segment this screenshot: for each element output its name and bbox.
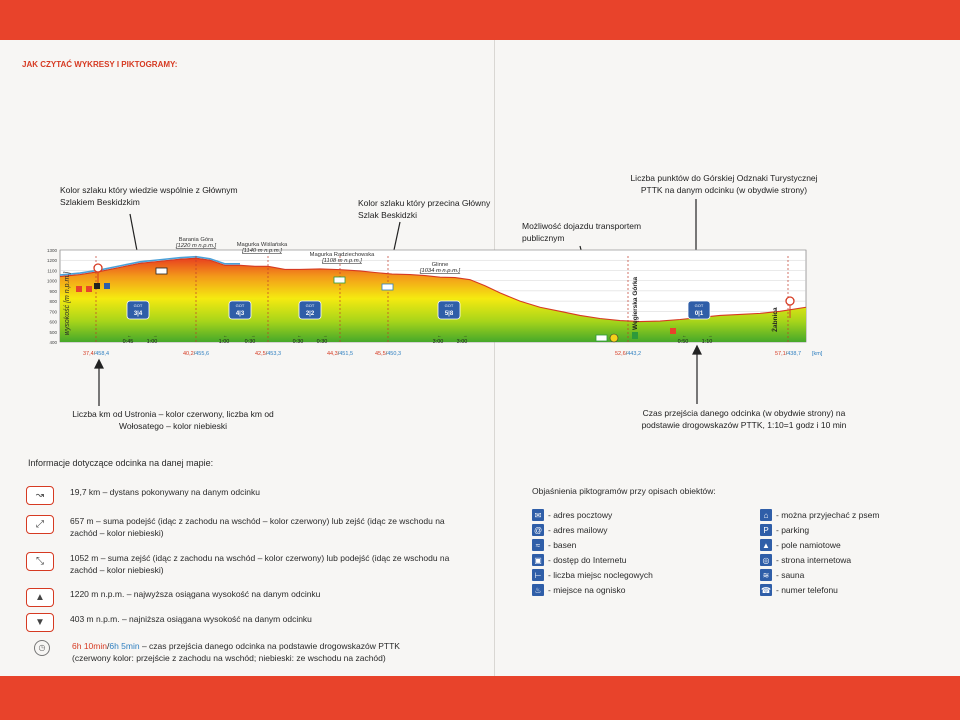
time-label: 1:10	[701, 339, 713, 345]
got-badge-value: 4|3	[235, 311, 245, 317]
got-badge-value: 3|4	[133, 311, 143, 317]
km-unit-label: [km]	[812, 351, 823, 357]
info-row-text: 19,7 km – dystans pokonywany na danym odcinku	[70, 487, 260, 497]
trail-flag-green	[596, 335, 607, 341]
info-time-row	[26, 640, 492, 664]
time-red: 6h 10min	[72, 641, 107, 651]
got-badge-label: GOT	[694, 303, 704, 308]
time-blue: 6h 5min	[109, 641, 140, 651]
y-axis-label: wysokość [m n.p.m.]	[64, 271, 72, 336]
info-row-text: 657 m – suma podejść (idąc z zachodu na wschód – kolor czerwony) lub zejść (idąc ze wschodu na zachód – kolor niebieski)	[70, 516, 445, 538]
km-red: 57,1	[774, 351, 786, 357]
y-tick-label: 700	[49, 309, 57, 315]
km-red: 52,6	[614, 351, 626, 357]
peak-name: Magurka Wiślańska	[236, 242, 288, 248]
trail-flag-black	[156, 268, 167, 274]
dog-icon: ⌂	[760, 509, 772, 521]
bus-stop-icon	[610, 334, 618, 342]
km-blue: 453,3	[267, 351, 282, 357]
time-arrow-left: ←	[682, 333, 687, 338]
peak-name: Barania Góra	[178, 237, 214, 243]
info-row	[26, 552, 470, 576]
pictogram-item	[760, 509, 879, 521]
km-sep: /	[337, 351, 340, 357]
km-blue: 450,3	[387, 351, 402, 357]
trail-flag-green	[334, 277, 345, 283]
distance-icon: ↝	[26, 486, 54, 505]
km-blue: 443,2	[627, 351, 642, 357]
pictogram-item	[532, 554, 626, 566]
y-tick-label: 400	[49, 340, 57, 345]
got-badge-label: GOT	[235, 303, 245, 308]
km-blue: 438,7	[787, 351, 802, 357]
peak-height: [1140 m n.p.m.]	[242, 248, 282, 254]
got-badge-value: 0|1	[694, 311, 704, 317]
min-height-icon: ▼	[26, 613, 54, 632]
at-icon: @	[533, 525, 543, 535]
end-pin-icon	[786, 297, 794, 305]
y-tick-label: 1300	[46, 248, 57, 253]
time-arrow-right: →	[463, 333, 468, 338]
y-tick-label: 1100	[47, 268, 57, 274]
pictogram-label: - adres pocztowy	[548, 510, 613, 520]
pictogram-label: - dostęp do Internetu	[548, 555, 627, 565]
pictogram-label: - parking	[776, 525, 810, 535]
got-badge-value: 2|2	[305, 311, 315, 317]
pictogram-item	[532, 539, 576, 551]
time-arrow-left: ←	[127, 333, 132, 338]
y-tick-label: 500	[49, 329, 57, 335]
time-line2: (czerwony kolor: przejście z zachodu na wschód; niebieski: ze wschodu na zachód)	[72, 653, 386, 663]
peak-height: [1034 m n.p.m.]	[419, 268, 461, 274]
pictogram-label: - pole namiotowe	[776, 540, 841, 550]
y-tick-label: 800	[49, 299, 57, 305]
pictogram-label: - można przyjechać z psem	[776, 510, 880, 520]
place-label: Węgierska Górka	[632, 276, 639, 330]
got-badge-label: GOT	[305, 303, 315, 308]
got-badge-label: GOT	[133, 303, 143, 308]
callout-crossing-color: Kolor szlaku który przecina Główny Szlak Beskidzki	[358, 198, 491, 220]
mail-icon: ✉	[532, 509, 544, 521]
km-label	[83, 351, 109, 357]
km-label	[255, 351, 281, 357]
pictogram-item	[532, 509, 612, 521]
km-blue: 455,6	[195, 351, 210, 357]
pictogram-label: - strona internetowa	[776, 555, 852, 565]
pictogram-label: - adres mailowy	[548, 525, 608, 535]
km-sep: /	[625, 351, 628, 357]
km-sep: /	[193, 351, 196, 357]
km-blue: 458,4	[95, 351, 110, 357]
callout-km: Liczba km od Ustronia – kolor czerwony, liczba km od Wołosatego – kolor niebieski	[72, 409, 274, 431]
time-label: 1:00	[146, 339, 158, 345]
ascent-icon: ⤢	[26, 515, 54, 534]
km-red: 37,4	[82, 351, 94, 357]
km-label	[775, 351, 801, 357]
peak-name: Magurka Radziechowska	[309, 252, 375, 258]
shelter-icon	[670, 328, 676, 334]
hostel-icon	[94, 283, 100, 289]
trail-flag-blue	[382, 284, 393, 290]
time-arrow-left: ←	[437, 333, 442, 338]
pictogram-item	[760, 569, 804, 581]
y-tick-label: 1000	[46, 278, 57, 284]
pictogram-item	[760, 539, 841, 551]
time-rest: – czas przejścia danego odcinka na podstawie drogowskazów PTTK	[139, 641, 400, 651]
clock-icon: ◷	[34, 640, 50, 656]
peak-name: Glinne	[431, 262, 449, 268]
km-sep: /	[93, 351, 96, 357]
page-heading: JAK CZYTAĆ WYKRESY I PIKTOGRAMY:	[22, 60, 178, 69]
time-arrow-right: →	[251, 333, 256, 338]
km-sep: /	[785, 351, 788, 357]
pictogram-title: Objaśnienia piktogramów przy opisach obiektów:	[532, 486, 716, 496]
time-arrow-right: →	[708, 333, 713, 338]
pictogram-label: - numer telefonu	[776, 585, 838, 595]
km-sep: /	[265, 351, 268, 357]
tent-icon: ▲	[760, 539, 772, 551]
pictogram-label: - sauna	[776, 570, 805, 580]
max-height-icon: ▲	[26, 588, 54, 607]
info-title: Informacje dotyczące odcinka na danej mapie:	[28, 458, 214, 468]
km-red: 40,2	[182, 351, 194, 357]
time-label: 0:50	[677, 339, 689, 345]
pictogram-item	[760, 554, 851, 566]
pictogram-item	[532, 569, 653, 581]
peak-height: [1108 m n.p.m.]	[322, 258, 362, 264]
km-red: 45,5	[374, 351, 386, 357]
shelter-icon	[76, 286, 82, 292]
sauna-icon: ≋	[760, 569, 772, 581]
time-label: 0:30	[292, 339, 304, 345]
got-badge-value: 5|8	[444, 311, 454, 317]
km-red: 44,3	[326, 351, 338, 357]
km-label	[615, 351, 641, 357]
info-row	[26, 613, 470, 632]
pictogram-item	[760, 584, 838, 596]
pictogram-item	[760, 524, 809, 536]
parking-icon: P	[760, 524, 772, 536]
campfire-icon: ♨	[532, 584, 544, 596]
time-label: 1:00	[218, 339, 230, 345]
time-arrow-right: →	[323, 333, 328, 338]
y-tick-label: 900	[49, 288, 57, 294]
info-point-icon	[104, 283, 110, 289]
pictogram-label: - liczba miejsc noclegowych	[548, 570, 653, 580]
time-label: 3:00	[456, 339, 468, 345]
pool-icon: ≈	[532, 539, 544, 551]
computer-icon: ▣	[532, 554, 544, 566]
km-label	[375, 351, 401, 357]
y-tick-label: 1200	[46, 258, 57, 264]
callout-shared-color: Kolor szlaku który wiedzie wspólnie z Głównym Szlakiem Beskidzkim	[60, 185, 238, 207]
info-row-text: 403 m n.p.m. – najniższa osiągana wysokość na danym odcinku	[70, 614, 312, 624]
time-label: 0:30	[316, 339, 328, 345]
info-row	[26, 588, 470, 607]
y-tick-label: 600	[49, 319, 57, 325]
info-row-text: 1052 m – suma zejść (idąc z zachodu na wschód – kolor czerwony) lub podejść (idąc ze wschodu na zachód – kolor niebieski)	[70, 553, 450, 575]
info-row-text: 1220 m n.p.m. – najwyższa osiągana wysokość na danym odcinku	[70, 589, 321, 599]
time-label: 0:45	[122, 339, 134, 345]
km-blue: 451,5	[339, 351, 354, 357]
got-badge-label: GOT	[444, 303, 454, 308]
place-label: Żabnica	[772, 307, 779, 332]
bed-icon: ⊢	[532, 569, 544, 581]
callout-time: Czas przejścia danego odcinka (w obydwie strony) na podstawie drogowskazów PTTK, 1:10=1 godz i 10 min	[641, 408, 847, 430]
time-arrow-left: ←	[297, 333, 302, 338]
start-pin-icon	[94, 264, 102, 272]
descent-icon: ⤡	[26, 552, 54, 571]
callout-transport: Możliwość dojazdu transportem publicznym	[522, 221, 642, 243]
peak-height: [1220 m n.p.m.]	[175, 243, 217, 249]
pictogram-label: - miejsce na ognisko	[548, 585, 626, 595]
phone-icon: ☎	[761, 585, 771, 595]
station-icon	[632, 332, 638, 339]
time-label: 0:30	[244, 339, 256, 345]
shelter-icon	[86, 286, 92, 292]
km-label	[183, 351, 209, 357]
time-slash: /	[106, 641, 110, 651]
km-sep: /	[385, 351, 388, 357]
pictogram-label: - basen	[548, 540, 577, 550]
time-arrow-left: ←	[223, 333, 228, 338]
info-row	[26, 486, 470, 505]
time-arrow-right: →	[153, 333, 158, 338]
km-label	[327, 351, 353, 357]
pictogram-item	[532, 584, 625, 596]
km-red: 42,5	[254, 351, 266, 357]
info-row	[26, 515, 470, 539]
web-icon: ◎	[760, 554, 772, 566]
callout-gotpk: Liczba punktów do Górskiej Odznaki Turystycznej PTTK na danym odcinku (w obydwie strony)	[630, 173, 818, 195]
pictogram-item	[532, 524, 608, 536]
time-label: 3:00	[432, 339, 444, 345]
